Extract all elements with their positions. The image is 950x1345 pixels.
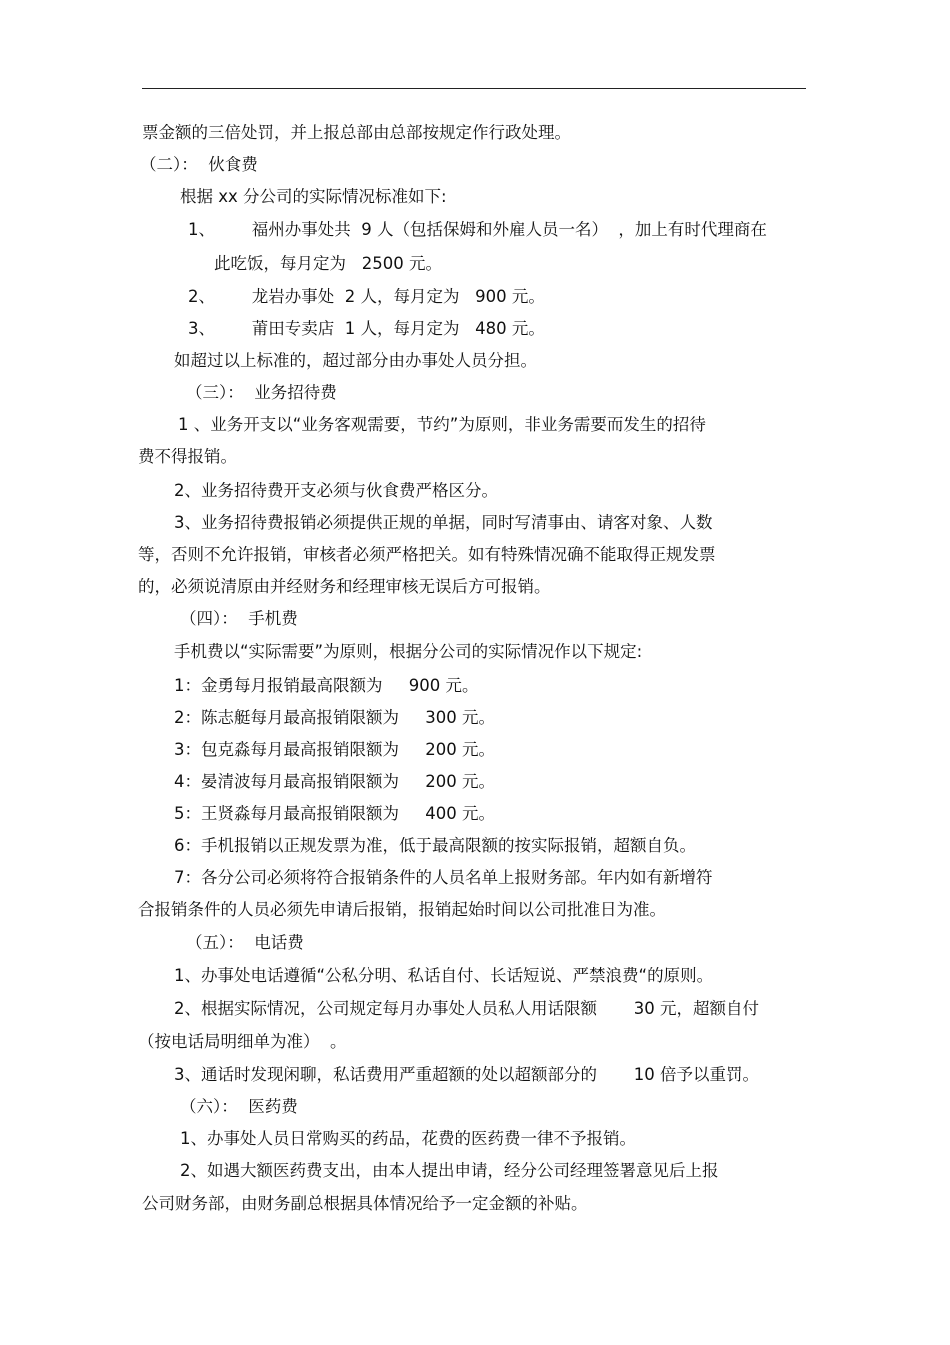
text-line: 2、如遇大额医药费支出，由本人提出申请，经分公司经理签署意见后上报	[180, 1161, 719, 1180]
text-line: 公司财务部，由财务副总根据具体情况给予一定金额的补贴。	[142, 1194, 588, 1213]
text-line: 2、业务招待费开支必须与伙食费严格区分。	[174, 481, 498, 500]
text-line: 票金额的三倍处罚，并上报总部由总部按规定作行政处理。	[142, 123, 571, 142]
section-heading: （五）： 电话费	[186, 933, 304, 952]
list-item: 4：晏清波每月最高报销限额为 200 元。	[174, 772, 495, 791]
list-item: 1、 福州办事处共 9 人（包括保姆和外雇人员一名） ，加上有时代理商在	[188, 220, 767, 239]
text-line: 3、通话时发现闲聊，私话费用严重超额的处以超额部分的 10 倍予以重罚。	[174, 1065, 759, 1084]
text-line: 1、办事处电话遵循“公私分明、私话自付、长话短说、严禁浪费“的原则。	[174, 966, 714, 985]
text-line: 1、办事处人员日常购买的药品，花费的医药费一律不予报销。	[180, 1129, 636, 1148]
text-line: 等，否则不允许报销，审核者必须严格把关。如有特殊情况确不能取得正规发票	[138, 545, 716, 564]
list-item: 2：陈志艇每月最高报销限额为 300 元。	[174, 708, 495, 727]
header-rule	[142, 88, 806, 89]
text-line: （按电话局明细单为准） 。	[138, 1032, 347, 1051]
text-line: 费不得报销。	[138, 447, 237, 466]
text-line: 2、根据实际情况，公司规定每月办事处人员私人用话限额 30 元，超额自付	[174, 999, 759, 1018]
text-line: 1 、业务开支以“业务客观需要，节约”为原则，非业务需要而发生的招待	[178, 415, 706, 434]
list-item: 5：王贤淼每月最高报销限额为 400 元。	[174, 804, 495, 823]
section-heading: （六）： 医药费	[180, 1097, 298, 1116]
text-line: 如超过以上标准的，超过部分由办事处人员分担。	[174, 351, 537, 370]
list-item: 1：金勇每月报销最高限额为 900 元。	[174, 676, 479, 695]
text-line: 的，必须说清原由并经财务和经理审核无误后方可报销。	[138, 577, 551, 596]
list-item: 3：包克淼每月最高报销限额为 200 元。	[174, 740, 495, 759]
list-item: 6：手机报销以正规发票为准，低于最高限额的按实际报销，超额自负。	[174, 836, 696, 855]
text-line: 根据 xx 分公司的实际情况标准如下:	[180, 187, 447, 206]
list-item: 2、 龙岩办事处 2 人，每月定为 900 元。	[188, 287, 545, 306]
text-line: 合报销条件的人员必须先申请后报销，报销起始时间以公司批准日为准。	[138, 900, 666, 919]
text-line: 手机费以“实际需要”为原则，根据分公司的实际情况作以下规定:	[174, 642, 643, 661]
section-heading: （四）： 手机费	[180, 609, 298, 628]
list-item: 3、 莆田专卖店 1 人，每月定为 480 元。	[188, 319, 545, 338]
section-heading: （二）： 伙食费	[140, 155, 258, 174]
text-line: 此吃饭，每月定为 2500 元。	[214, 254, 442, 273]
section-heading: （三）： 业务招待费	[186, 383, 337, 402]
text-line: 3、业务招待费报销必须提供正规的单据，同时写清事由、请客对象、人数	[174, 513, 713, 532]
list-item: 7：各分公司必须将符合报销条件的人员名单上报财务部。年内如有新增符	[174, 868, 713, 887]
